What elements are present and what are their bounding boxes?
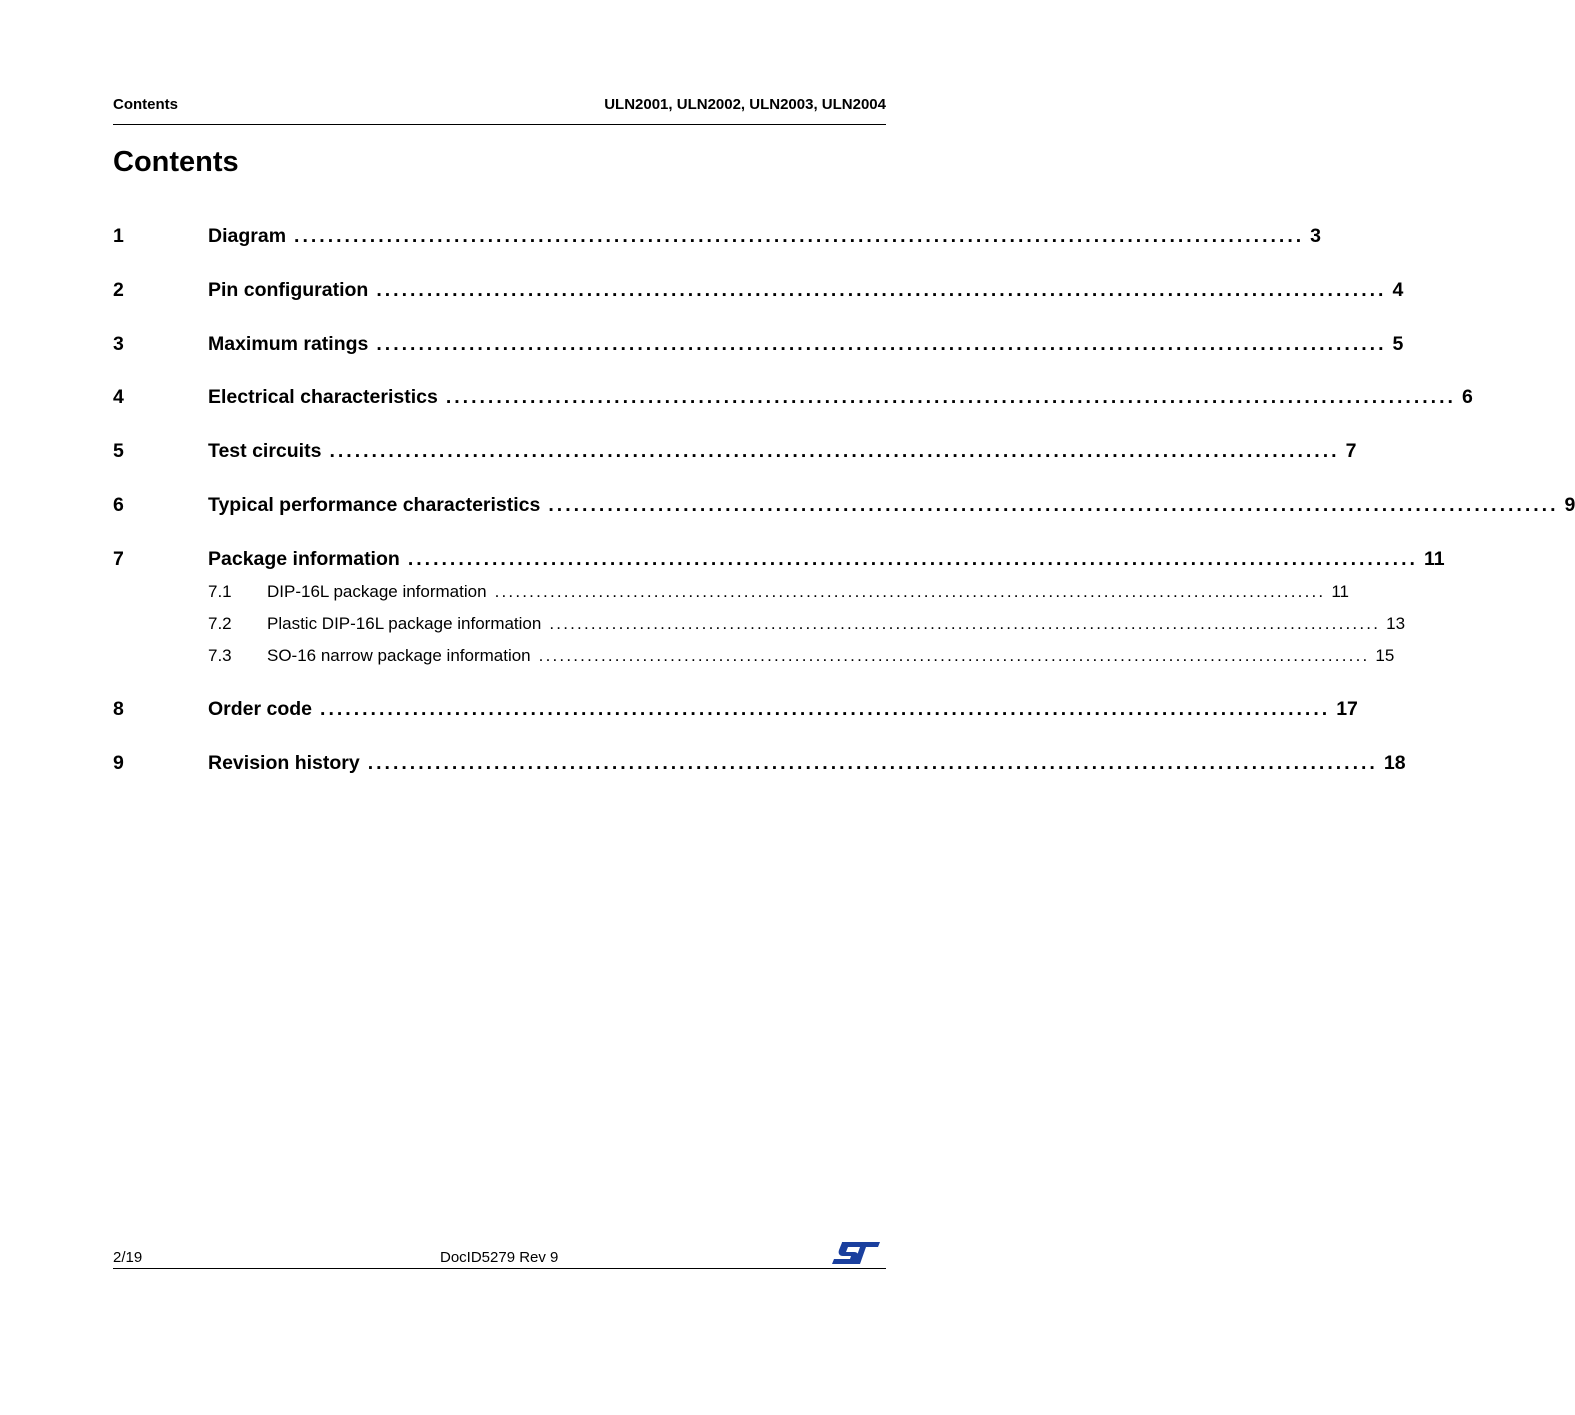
- toc-title: Revision history: [208, 752, 360, 774]
- toc-number: 5: [113, 440, 124, 462]
- toc-page-number: 5: [1392, 333, 1404, 355]
- toc-number: 2: [113, 279, 124, 301]
- st-logo-icon: [832, 1240, 882, 1270]
- toc-title: Pin configuration: [208, 279, 369, 301]
- toc-entry-maximum-ratings[interactable]: [113, 333, 1404, 361]
- toc-subentry-so16-narrow[interactable]: [113, 646, 1395, 670]
- toc-subentry-dip16l[interactable]: [113, 582, 1349, 606]
- header-section-name: Contents: [113, 96, 178, 113]
- page-footer: [113, 1240, 886, 1269]
- toc-number: 7.1: [208, 582, 232, 601]
- toc-entry-order-code[interactable]: [113, 698, 1358, 726]
- toc-title: Order code: [208, 698, 313, 720]
- toc-leader-dots: ........................................................................................................................: [548, 494, 1559, 516]
- toc-title: Package information: [208, 548, 400, 570]
- toc-page-number: 11: [1423, 548, 1445, 570]
- footer-page-number: 2/19: [113, 1249, 143, 1266]
- toc-title: Typical performance characteristics: [208, 494, 541, 516]
- toc-number: 9: [113, 752, 124, 774]
- toc-number: 8: [113, 698, 124, 720]
- toc-entry-typical-performance[interactable]: [113, 494, 1575, 522]
- toc-leader-dots: ........................................................................................................................: [494, 582, 1326, 601]
- toc-leader-dots: ........................................................................................................................: [294, 225, 1305, 247]
- toc-leader-dots: ........................................................................................................................: [376, 279, 1387, 301]
- toc-leader-dots: ........................................................................................................................: [407, 548, 1418, 570]
- toc-title: Test circuits: [208, 440, 322, 462]
- toc-number: 1: [113, 225, 124, 247]
- toc-subentry-plastic-dip16l[interactable]: [113, 614, 1406, 638]
- toc-leader-dots: ........................................................................................................................: [538, 646, 1370, 665]
- toc-title: Maximum ratings: [208, 333, 369, 355]
- toc-entry-package-information[interactable]: [113, 548, 1445, 576]
- toc-number: 3: [113, 333, 124, 355]
- page-title: Contents: [113, 146, 239, 178]
- toc-title: Electrical characteristics: [208, 386, 438, 408]
- toc-leader-dots: ........................................................................................................................: [320, 698, 1331, 720]
- toc-title: Plastic DIP-16L package information: [267, 614, 542, 633]
- toc-page-number: 18: [1383, 752, 1406, 774]
- header-part-numbers: ULN2001, ULN2002, ULN2003, ULN2004: [604, 96, 886, 113]
- toc-page-number: 4: [1392, 279, 1404, 301]
- toc-title: DIP-16L package information: [267, 582, 487, 601]
- toc-page-number: 17: [1336, 698, 1358, 720]
- toc-page-number: 11: [1331, 582, 1349, 601]
- toc-leader-dots: ........................................................................................................................: [329, 440, 1340, 462]
- footer-doc-id: DocID5279 Rev 9: [440, 1249, 559, 1266]
- toc-page-number: 7: [1345, 440, 1357, 462]
- toc-page-number: 3: [1310, 225, 1322, 247]
- toc-entry-revision-history[interactable]: [113, 752, 1406, 780]
- toc-page-number: 15: [1375, 646, 1395, 665]
- toc-leader-dots: ........................................................................................................................: [376, 333, 1387, 355]
- toc-entry-pin-configuration[interactable]: [113, 279, 1404, 307]
- toc-number: 6: [113, 494, 124, 516]
- toc-entry-test-circuits[interactable]: [113, 440, 1357, 468]
- toc-number: 7.3: [208, 646, 232, 665]
- toc-entry-diagram[interactable]: [113, 225, 1322, 253]
- toc-title: Diagram: [208, 225, 287, 247]
- toc-page-number: 6: [1461, 386, 1473, 408]
- toc-leader-dots: ........................................................................................................................: [445, 386, 1456, 408]
- toc-number: 4: [113, 386, 124, 408]
- toc-page-number: 13: [1386, 614, 1406, 633]
- toc-page-number: 9: [1564, 494, 1575, 516]
- toc-entry-electrical-characteristics[interactable]: [113, 386, 1473, 414]
- toc-leader-dots: ........................................................................................................................: [549, 614, 1381, 633]
- toc-title: SO-16 narrow package information: [267, 646, 531, 665]
- page-header: [113, 96, 886, 125]
- toc-number: 7.2: [208, 614, 232, 633]
- toc-number: 7: [113, 548, 124, 570]
- toc-leader-dots: ........................................................................................................................: [367, 752, 1378, 774]
